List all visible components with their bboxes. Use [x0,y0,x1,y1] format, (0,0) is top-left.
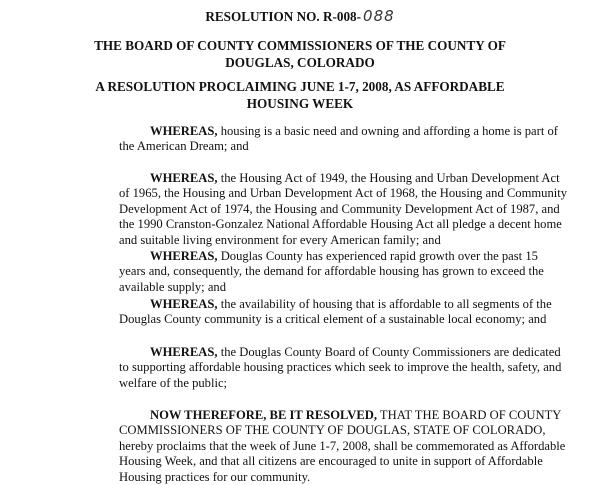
paragraph-line: years and, consequently, the demand for affordable housing has grown to exceed the [119,264,544,279]
paragraph-line: and suitable living environment for every American family; and [119,232,441,247]
paragraph-line: Housing Week, and that all citizens are encouraged to unite in support of Affordable [119,454,543,469]
whereas-paragraph-5 [88,345,562,391]
paragraph-line: to supporting affordable housing practices which seek to improve the health, safety, and [119,360,562,375]
paragraph-line: available supply; and [119,279,227,294]
paragraph-line: the 1990 Cranston-Gonzalez National Affordable Housing Act all pledge a decent home [119,217,562,232]
board-title [0,37,600,71]
paragraph-line: THAT THE BOARD OF COUNTY [377,408,562,422]
board-title-line-2: DOUGLAS, COLORADO [225,55,375,70]
resolution-number-prefix: RESOLUTION NO. R-008- [205,9,362,24]
paragraph-line: Housing practices for our community. [119,469,311,484]
board-title-line-1: THE BOARD OF COUNTY COMMISSIONERS OF THE COUNTY OF [94,38,506,53]
whereas-paragraph-4 [88,297,552,328]
paragraph-line: the availability of housing that is affordable to all segments of the [217,297,552,311]
paragraph-line: the Housing Act of 1949, the Housing and Urban Development Act [217,171,560,185]
resolution-number [0,8,600,25]
whereas-paragraph-3 [88,249,544,295]
paragraph-line: the Douglas County Board of County Commissioners are dedicated [217,345,561,359]
paragraph-lead: WHEREAS, [150,249,218,263]
paragraph-line: welfare of the public; [119,375,228,390]
whereas-paragraph-2 [88,171,568,248]
paragraph-lead: NOW THEREFORE, BE IT RESOLVED, [150,408,377,422]
paragraph-line: COMMISSIONERS OF THE COUNTY OF DOUGLAS, STATE OF COLORADO, [119,423,546,438]
whereas-paragraph-1 [88,124,558,155]
resolution-heading-line-2: HOUSING WEEK [246,96,354,111]
paragraph-lead: WHEREAS, [150,171,218,185]
paragraph-lead: WHEREAS, [150,297,218,311]
paragraph-line: hereby proclaims that the week of June 1-7, 2008, shall be commemorated as Affordable [119,438,566,453]
paragraph-line: Development Act of 1974, the Housing and Community Development Act of 1987, and [119,201,560,216]
paragraph-lead: WHEREAS, [150,345,218,359]
paragraph-line: of 1965, the Housing and Urban Development Act of 1968, the Housing and Community [119,186,568,201]
resolution-heading [0,78,600,112]
paragraph-line: Douglas County has experienced rapid growth over the past 15 [217,249,538,263]
handwritten-resolution-number: 088 [363,7,395,25]
resolution-heading-line-1: A RESOLUTION PROCLAIMING JUNE 1-7, 2008, AS AFFORDABLE [95,79,505,94]
resolved-paragraph [88,408,566,485]
paragraph-lead: WHEREAS, [150,124,218,138]
paragraph-line: the American Dream; and [119,139,249,154]
paragraph-line: Douglas County community is a critical element of a sustainable local economy; and [119,312,547,327]
paragraph-line: housing is a basic need and owning and affording a home is part of [217,124,558,138]
